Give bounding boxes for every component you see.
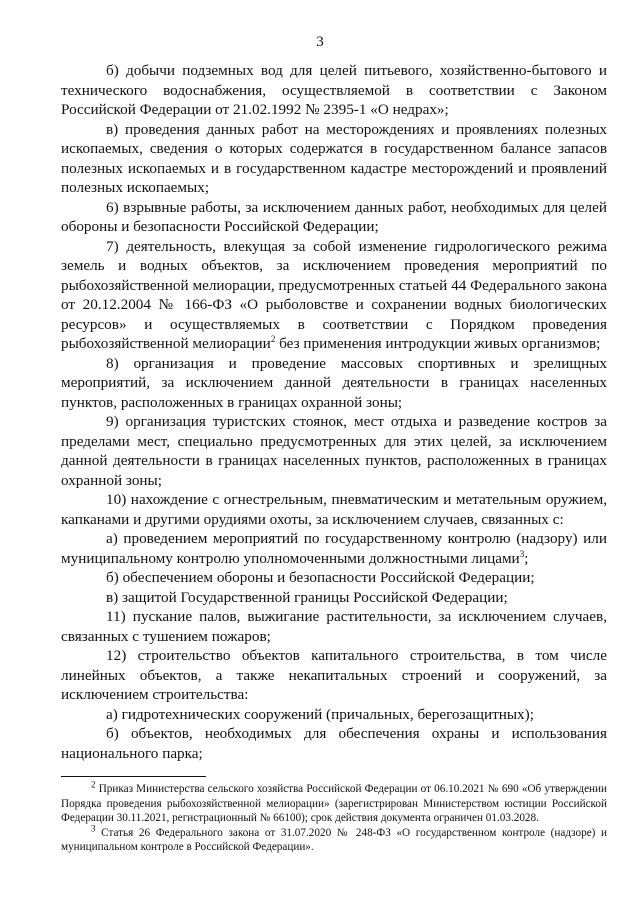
paragraph: 12) строительство объектов капитального строительства, в том числе линейных объектов, а также некапитальных строений и сооружений, за исключением строительства: <box>61 647 607 703</box>
footnote <box>61 822 608 855</box>
paragraph-text: без применения интродукции живых организмов; <box>275 335 601 352</box>
paragraph-with-footnote <box>61 237 607 354</box>
paragraph: 6) взрывные работы, за исключением данных работ, необходимых для целей обороны и безопасности Российской Федерации; <box>61 198 607 235</box>
paragraph: 10) нахождение с огнестрельным, пневматическим и метательным оружием, капканами и другими орудиями охоты, за исключением случаев, связанных с: <box>61 491 607 528</box>
footnote-reference: 3 <box>519 548 525 559</box>
paragraph-text: ; <box>524 549 529 567</box>
page-number: 3 <box>316 34 324 50</box>
paragraph: в) проведения данных работ на месторождениях и проявлениях полезных ископаемых, сведения о которых содержатся в государственном балансе запасов полезных ископаемых и в государственном кадастре месторождений и проявлений полезных ископаемых; <box>61 120 607 196</box>
paragraph-text: а) проведением мероприятий по государственному контролю (надзору) или муниципальному контролю уполномоченными должностными лицами <box>61 530 607 567</box>
paragraph: б) обеспечением обороны и безопасности Российской Федерации; <box>106 569 535 586</box>
paragraph-text: 7) деятельность, влекущая за собой изменение гидрологического режима земель и водных объектов, за исключением проведения мероприятий по рыбохозяйственной мелиорации, предусмотренных статьей 44 Федерального закона от 20.12.2004 № 166-ФЗ «О рыболовстве и сохранении водных биологических ресурсов» и осуществляемых в соответствии с Порядком проведения рыбохозяйственной мелиорации <box>61 237 607 352</box>
paragraph: 9) организация туристских стоянок, мест отдыха и разведение костров за пределами мест, специально предусмотренных для этих целей, за исключением данной деятельности в границах населенных пунктов, расположенных в границах охранной зоны; <box>61 413 607 489</box>
footnotes <box>61 779 608 855</box>
paragraph: 11) пускание палов, выжигание растительности, за исключением случаев, связанных с тушением пожаров; <box>61 608 607 645</box>
paragraph-with-footnote <box>61 529 607 568</box>
document-body <box>61 61 607 763</box>
footnote <box>61 779 608 826</box>
paragraph: б) добычи подземных вод для целей питьевого, хозяйственно-бытового и технического водоснабжения, осуществляемой в соответствии с Законом Российской Федерации от 21.02.1992 № 2395-1 «О недрах»; <box>61 62 607 118</box>
footnote-text: Статья 26 Федерального закона от 31.07.2020 № 248-ФЗ «О государственном контроле (надзоре) и муниципальном контроле в Российской Федерации». <box>61 826 608 853</box>
paragraph: 8) организация и проведение массовых спортивных и зрелищных мероприятий, за исключением данной деятельности в границах населенных пунктов, расположенных в границах охранной зоны; <box>61 354 607 411</box>
footnote-mark: 2 <box>91 779 96 790</box>
footnote-text: Приказ Министерства сельского хозяйства Российской Федерации от 06.10.2021 № 690 «Об утверждении Порядка проведения рыбохозяйственной мелиорации» (зарегистрирован Министерством юстиции Российской Федерации 30.11.2021, регистрационный № 66100); срок действия документа ограничен 01.03.2028. <box>61 783 608 824</box>
paragraph: б) объектов, необходимых для обеспечения охраны и использования национального парка; <box>61 725 607 762</box>
footnote-mark: 3 <box>91 822 96 833</box>
footnote-separator <box>61 776 206 777</box>
footnote-reference: 2 <box>270 333 276 344</box>
paragraph: а) гидротехнических сооружений (причальных, берегозащитных); <box>106 705 534 723</box>
paragraph: в) защитой Государственной границы Российской Федерации; <box>106 588 508 606</box>
